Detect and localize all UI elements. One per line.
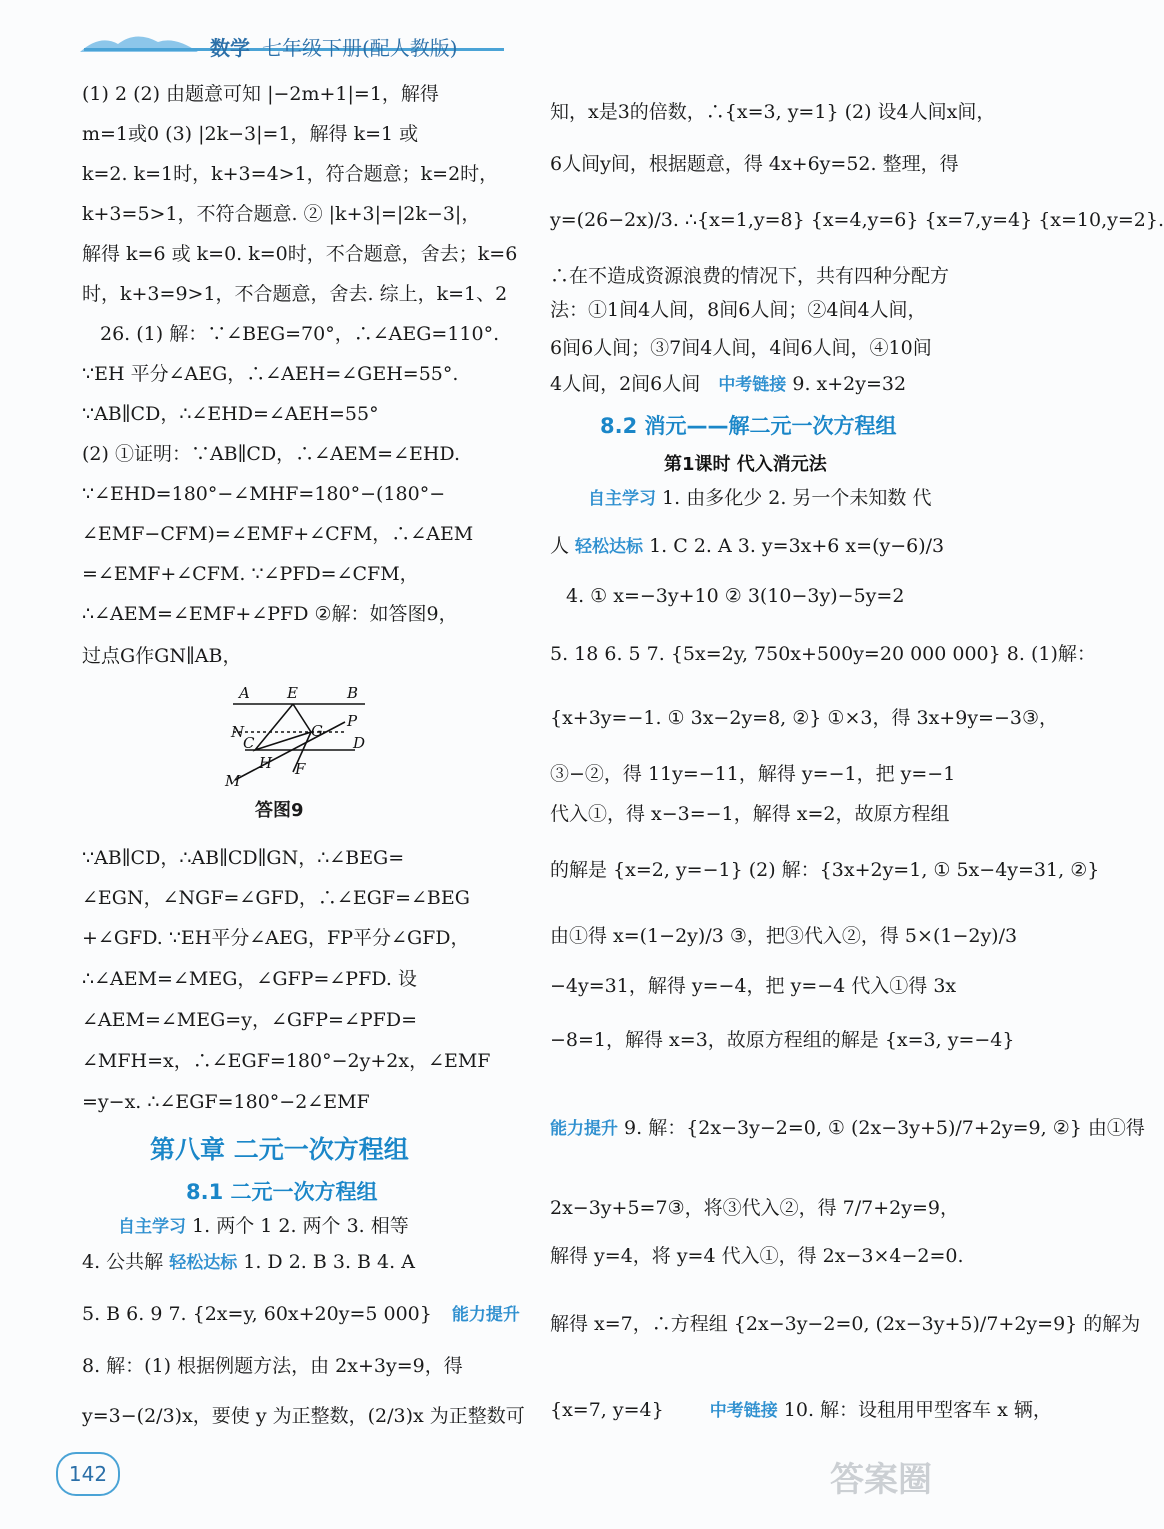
- text-line: 6人间y间，根据题意，得 4x+6y=52. 整理，得: [550, 153, 959, 175]
- text-line: ∵AB∥CD，∴∠EHD=∠AEH=55°: [82, 403, 379, 425]
- text-line: 时，k+3=9>1，不合题意，舍去. 综上，k=1、2: [82, 283, 508, 305]
- fig-label-B: B: [347, 684, 359, 702]
- fig-label-A: A: [239, 684, 250, 702]
- lesson-title: 第1课时 代入消元法: [664, 454, 827, 475]
- section-title-8-2: 8.2 消元——解二元一次方程组: [600, 414, 897, 438]
- text-line: [550, 1114, 1145, 1143]
- text-line: 法：①1间4人间，8间6人间；②4间4人间，: [550, 299, 927, 321]
- text-line: =y−x. ∴∠EGF=180°−2∠EMF: [82, 1091, 370, 1113]
- text-line: ∠AEM=∠MEG=y，∠GFP=∠PFD=: [82, 1009, 417, 1031]
- text-line: [550, 370, 906, 399]
- fig-label-P: P: [347, 712, 358, 730]
- line-text: 1. C 2. A 3. y=3x+6 x=(y−6)/3: [643, 535, 945, 557]
- page-header: [0, 0, 1000, 75]
- tag-ability: 能力提升: [550, 1119, 618, 1139]
- tag-ability: 能力提升: [451, 1305, 520, 1325]
- text-line: −4y=31，解得 y=−4，把 y=−4 代入①得 3x: [550, 975, 957, 997]
- text-line: ③−②，得 11y=−11，解得 y=−1，把 y=−1: [550, 763, 956, 785]
- geometry-figure: [215, 682, 375, 792]
- line-text: 5. B 6. 9 7. {2x=y, 60x+20y=5 000}: [82, 1303, 432, 1325]
- text-line: 解得 k=6 或 k=0. k=0时，不合题意，舍去；k=6: [82, 243, 518, 265]
- text-line: [550, 532, 944, 561]
- tag-self-study: 自主学习: [588, 489, 656, 509]
- line-text: 9. 解：{2x−3y−2=0, ① (2x−3y+5)/7+2y=9, ②} 由①得: [618, 1117, 1145, 1139]
- text-line: (2) ①证明：∵AB∥CD，∴∠AEM=∠EHD.: [82, 443, 461, 465]
- text-line: 6间6人间；③7间4人间，4间6人间，④10间: [550, 337, 932, 359]
- text-line: 代入①，得 x−3=−1，解得 x=2，故原方程组: [550, 803, 950, 825]
- text-line: =∠EMF+∠CFM. ∵∠PFD=∠CFM，: [82, 563, 419, 585]
- tag-easy: 轻松达标: [169, 1253, 238, 1273]
- text-line: 26. (1) 解：∵∠BEG=70°，∴∠AEG=110°.: [100, 323, 500, 345]
- line-text: 人: [550, 535, 576, 557]
- text-line: [82, 1248, 415, 1277]
- text-line: 8. 解：(1) 根据例题方法，由 2x+3y=9，得: [82, 1355, 463, 1377]
- fig-label-H: H: [259, 754, 273, 772]
- line-text: 1. D 2. B 3. B 4. A: [237, 1251, 415, 1273]
- tag-exam-link: 中考链接: [718, 375, 787, 395]
- fig-label-M: M: [225, 772, 241, 790]
- text-line: ∴在不造成资源浪费的情况下，共有四种分配方: [550, 265, 950, 287]
- text-line: [550, 1396, 1052, 1425]
- text-line: k+3=5>1，不符合题意. ② |k+3|=|2k−3|，: [82, 203, 481, 225]
- text-line: ∵∠EHD=180°−∠MHF=180°−(180°−: [82, 483, 446, 505]
- fig-label-G: G: [311, 722, 323, 740]
- watermark-logo: 答案圈: [830, 1460, 932, 1500]
- text-line: ∴∠AEM=∠MEG，∠GFP=∠PFD. 设: [82, 968, 417, 990]
- text-line: {x+3y=−1. ① 3x−2y=8, ②} ①×3，得 3x+9y=−3③，: [550, 707, 1059, 729]
- line-text: 1. 两个 1 2. 两个 3. 相等: [186, 1215, 409, 1237]
- text-line: y=3−(2/3)x，要使 y 为正整数，(2/3)x 为正整数可: [82, 1405, 525, 1427]
- fig-label-F: F: [295, 760, 306, 778]
- fig-label-N: N: [231, 723, 245, 741]
- text-line: [118, 1212, 409, 1241]
- text-line: 5. 18 6. 5 7. {5x=2y, 750x+500y=20 000 000} 8. (1)解：: [550, 643, 1096, 665]
- header-subject: 数学: [210, 36, 250, 60]
- text-line: ∠MFH=x，∴∠EGF=180°−2y+2x，∠EMF: [82, 1050, 491, 1072]
- fig-label-D: D: [353, 734, 366, 752]
- text-line: k=2. k=1时，k+3=4>1，符合题意；k=2时，: [82, 163, 499, 185]
- text-line: [588, 484, 931, 513]
- line-text: 4人间，2间6人间: [550, 373, 701, 395]
- text-line: (1) 2 (2) 由题意可知 |−2m+1|=1，解得: [82, 83, 439, 105]
- fig-label-E: E: [287, 684, 298, 702]
- line-text: 10. 解：设租用甲型客车 x 辆，: [777, 1399, 1052, 1421]
- text-line: 解得 y=4，将 y=4 代入①，得 2x−3×4−2=0.: [550, 1245, 964, 1267]
- fig-label-C: C: [243, 734, 255, 752]
- text-line: ∴∠AEM=∠EMF+∠PFD ②解：如答图9，: [82, 603, 458, 625]
- chapter-title: 第八章 二元一次方程组: [150, 1135, 409, 1164]
- text-line: −8=1，解得 x=3，故原方程组的解是 {x=3, y=−4}: [550, 1029, 1015, 1051]
- line-text: 9. x+2y=32: [786, 373, 907, 395]
- tag-exam-link: 中考链接: [709, 1401, 778, 1421]
- text-line: ∵AB∥CD，∴AB∥CD∥GN，∴∠BEG=: [82, 847, 405, 869]
- line-text: 4. 公共解: [82, 1251, 170, 1273]
- line-text: {x=7, y=4}: [550, 1399, 670, 1421]
- line-text: 1. 由多化少 2. 另一个未知数 代: [656, 487, 932, 509]
- text-line: 知，x是3的倍数，∴{x=3, y=1} (2) 设4人间x间，: [550, 101, 996, 123]
- text-line: m=1或0 (3) |2k−3|=1，解得 k=1 或: [82, 123, 419, 145]
- text-line: 过点G作GN∥AB，: [82, 645, 242, 667]
- text-line: ∵EH 平分∠AEG，∴∠AEH=∠GEH=55°.: [82, 363, 459, 385]
- figure-caption: 答图9: [255, 800, 304, 821]
- text-line: ∠EGN，∠NGF=∠GFD，∴∠EGF=∠BEG: [82, 887, 470, 909]
- text-line: 由①得 x=(1−2y)/3 ③，把③代入②，得 5×(1−2y)/3: [550, 925, 1018, 947]
- header-grade: 七年级下册(配人教版): [262, 36, 458, 60]
- text-line: ∠EMF−CFM)=∠EMF+∠CFM，∴∠AEM: [82, 523, 474, 545]
- text-line: 解得 x=7，∴方程组 {2x−3y−2=0, (2x−3y+5)/7+2y=9} 的解为: [550, 1313, 1141, 1335]
- text-line: +∠GFD. ∵EH平分∠AEG，FP平分∠GFD，: [82, 927, 470, 949]
- text-line: 4. ① x=−3y+10 ② 3(10−3y)−5y=2: [566, 585, 905, 607]
- section-title-8-1: 8.1 二元一次方程组: [186, 1180, 378, 1204]
- tag-easy: 轻松达标: [575, 537, 644, 557]
- tag-self-study: 自主学习: [118, 1217, 186, 1237]
- text-line: 2x−3y+5=7③，将③代入②，得 7/7+2y=9，: [550, 1197, 959, 1219]
- mountain-icon: [80, 30, 200, 56]
- page-number: 142: [56, 1452, 120, 1496]
- text-line: y=(26−2x)/3. ∴{x=1,y=8} {x=4,y=6} {x=7,y=4} {x=10,y=2}.: [550, 209, 1164, 231]
- text-line: 的解是 {x=2, y=−1} (2) 解：{3x+2y=1, ① 5x−4y=31, ②}: [550, 859, 1100, 881]
- text-line: [82, 1300, 520, 1329]
